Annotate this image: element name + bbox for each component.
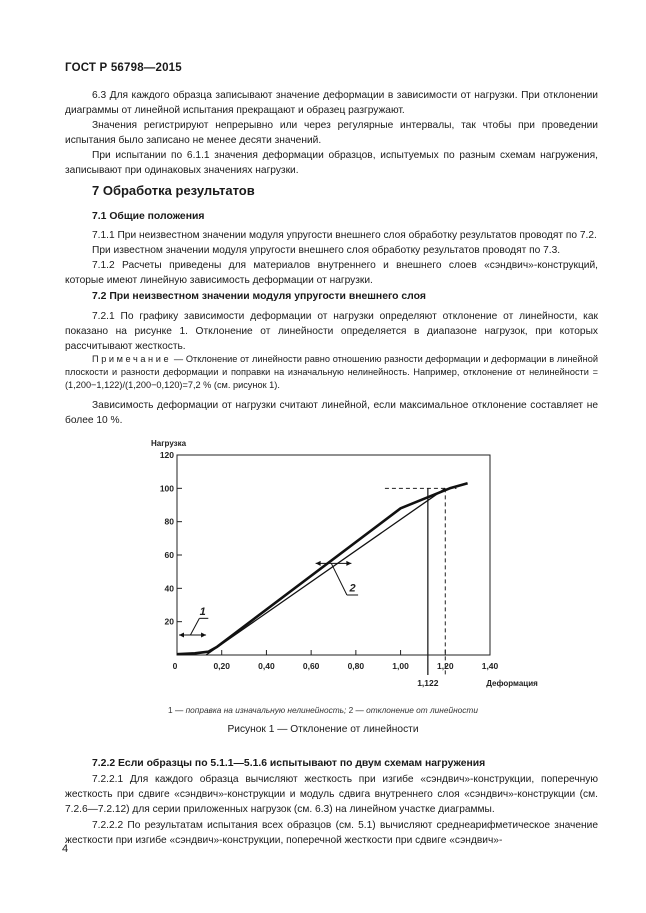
plot-frame	[177, 455, 490, 655]
deviation-chart	[140, 434, 538, 694]
section-7-2-2-title: 7.2.2 Если образцы по 5.1.1—5.1.6 испытывают по двум схемам нагружения	[92, 758, 486, 769]
deviation-arrowhead-right	[346, 561, 351, 566]
section-7-1-title: 7.1 Общие положения	[92, 211, 205, 222]
document-header: ГОСТ Р 56798—2015	[65, 62, 182, 74]
paragraph-6-3-registration: Значения регистрируют непрерывно или через регулярные интервалы, так чтобы при проведении испытания было записано не менее десяти значений.	[65, 120, 598, 146]
paragraph-7-2-1: 7.2.1 По графику зависимости деформации от нагрузки определяют отклонение от линейности, как показано на рисунке 1. Отклонение от линейности определяется в диапазоне нагрузок, при которых рассчитывают жесткость.	[65, 311, 598, 352]
y-tick-label: 100	[159, 483, 174, 494]
paragraph-7-1-1: 7.1.1 При неизвестном значении модуля упругости внешнего слоя обработку результатов проводят по 7.2.	[92, 230, 597, 241]
note-label: Примечание	[92, 354, 172, 364]
x-origin-label: 0	[172, 661, 178, 671]
x-tick-label: 1,20	[437, 661, 454, 671]
y-tick-label: 120	[159, 450, 174, 460]
paragraph-6-3-loads: При испытании по 6.1.1 значения деформации образцов, испытуемых по разным схемам нагружения, записывают при одинаковых значениях нагрузки.	[65, 150, 598, 176]
y-tick-label: 20	[164, 616, 174, 627]
linear-reference-line	[206, 488, 445, 655]
y-tick-label: 60	[164, 550, 174, 560]
note-block	[65, 353, 598, 392]
figure-caption: Рисунок 1 — Отклонение от линейности	[227, 724, 419, 735]
deviation-arrowhead-left	[316, 561, 321, 566]
legend-text-1: — поправка на изначальную нелинейность;	[172, 705, 349, 715]
correction-arrowhead-left	[179, 633, 184, 638]
special-tick-label: 1,122	[417, 678, 439, 688]
paragraph-7-2-2-1: 7.2.2.1 Для каждого образца вычисляют жесткость при изгибе «сэндвич»-конструкции, поперечную жесткость при сдвиге «сэндвич»-конструкции и модуль сдвига внутреннего слоя «сэндвич»-конструкции (см. 7.2.6—7.2.12) для серии приложенных нагрузок (см. 6.3) на линейном участке диаграммы.	[65, 774, 598, 815]
x-tick-label: 0,80	[347, 661, 365, 671]
section-7-2-title: 7.2 При неизвестном значении модуля упругости внешнего слоя	[92, 291, 426, 302]
x-tick-label: 0,40	[258, 661, 275, 671]
x-tick-label: 1,40	[481, 661, 499, 671]
x-axis-title: Деформация	[486, 679, 538, 688]
section-7-title: 7 Обработка результатов	[92, 183, 255, 198]
paragraph-6-3: 6.3 Для каждого образца записывают значение деформации в зависимости от нагрузки. При отклонении диаграммы от линейной испытания прекращают и образец разгружают.	[65, 90, 598, 116]
legend-number-1: 1	[168, 705, 173, 715]
paragraph-7-2-2-2: 7.2.2.2 По результатам испытания всех образцов (см. 5.1) вычисляют среднеарифметическое значение жесткости при изгибе «сэндвич»-конструкции, поперечной жесткости при сдвиге «сэндвич»-	[65, 820, 598, 846]
x-tick-label: 0,60	[302, 661, 320, 671]
page-number: 4	[62, 843, 69, 855]
correction-arrowhead-right	[201, 633, 206, 638]
note-text: — Отклонение от линейности равно отношению разности деформации и деформации в линейной плоскости и разности деформации и поправки на изначальную нелинейность. Например, отклонение от нелинейности = (1,200−1,122)/(1,200−0,120)=7,2 % (см. рисунок 1).	[65, 354, 598, 390]
legend-text-2: — отклонение от линейности	[353, 705, 478, 715]
paragraph-7-1-1-known: При известном значении модуля упругости внешнего слоя обработку результатов проводят по 7.3.	[92, 245, 561, 256]
paragraph-7-1-2: 7.1.2 Расчеты приведены для материалов внутреннего и внешнего слоев «сэндвич»-конструкций, которые имеют линейную зависимость деформации от нагрузки.	[65, 260, 598, 286]
y-tick-label: 80	[164, 516, 174, 527]
leader-1	[190, 618, 199, 635]
y-tick-label: 40	[164, 583, 174, 594]
annotation-1: 1	[199, 606, 206, 618]
leader-2	[331, 563, 347, 595]
figure-legend	[0, 705, 646, 715]
x-tick-label: 1,00	[392, 661, 409, 671]
annotation-2: 2	[349, 582, 356, 595]
x-tick-label: 0,20	[213, 661, 230, 671]
legend-number-2: 2	[348, 705, 354, 715]
paragraph-linearity-criterion: Зависимость деформации от нагрузки считают линейной, если максимальное отклонение составляет не более 10 %.	[65, 400, 598, 426]
load-deflection-curve	[177, 483, 468, 654]
y-axis-title: Нагрузка	[151, 439, 187, 448]
